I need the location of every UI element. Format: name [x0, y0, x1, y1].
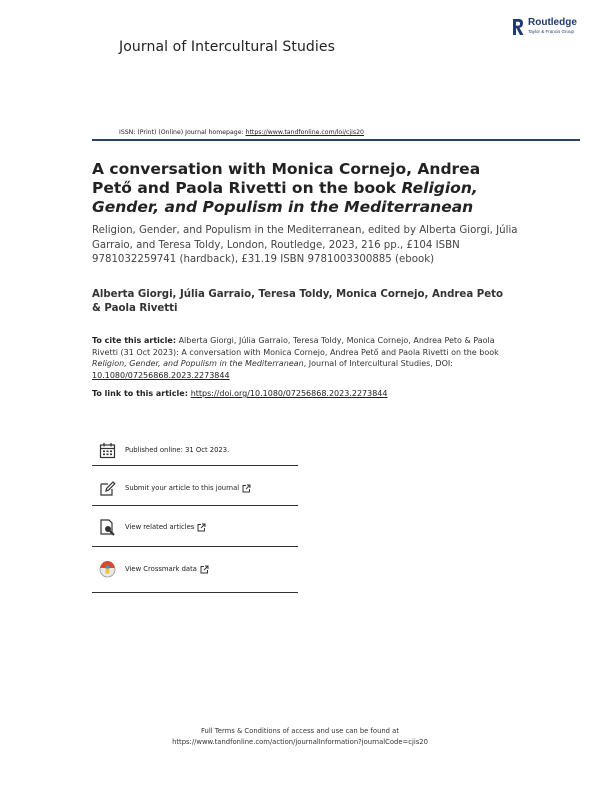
citation-label: To cite this article:	[92, 336, 177, 345]
article-link-label: To link to this article:	[92, 389, 191, 398]
publisher-name: Routledge	[528, 17, 577, 28]
crossmark-link[interactable]: View Crossmark data	[125, 565, 197, 573]
citation-doi-link[interactable]: 10.1080/07256868.2023.2273844	[92, 370, 230, 380]
citation-text: Alberta Giorgi, Júlia Garraio, Teresa Toldy, Monica Cornejo, Andrea Peto & Paola Rivetti (31 Oct 2023): A conversation with Monica Cornejo, Andrea Pető and Paola Rivetti on the book	[92, 336, 499, 357]
article-doi-url[interactable]: https://doi.org/10.1080/07256868.2023.2273844	[190, 389, 388, 398]
book-details: Religion, Gender, and Populism in the Mediterranean, edited by Alberta Giorgi, Júlia Garraio, and Teresa Toldy, London, Routledge, 2023, 216 pp., £104 ISBN 9781032259741 (hardback), £31.19 ISBN 9781003300885 (ebook)	[92, 225, 518, 265]
terms-footer	[0, 726, 600, 748]
article-title-book: Religion, Gender, and Populism in the Mediterranean	[92, 179, 478, 216]
external-link-icon	[197, 523, 206, 532]
related-articles-link[interactable]: View related articles	[125, 523, 195, 531]
publisher-logo[interactable]	[511, 16, 591, 40]
publisher-tagline: Taylor & Francis Group	[528, 29, 575, 34]
citation-book-title: Religion, Gender, and Populism in the Mediterranean	[92, 359, 304, 368]
issn-line	[119, 129, 364, 136]
external-link-icon	[242, 484, 251, 493]
terms-url-link[interactable]: https://www.tandfonline.com/action/journalInformation?journalCode=cjis20	[172, 738, 428, 746]
article-title	[92, 160, 522, 217]
published-row	[92, 433, 298, 466]
crossmark-icon	[98, 560, 116, 578]
crossmark-row[interactable]	[92, 547, 298, 593]
calendar-icon	[98, 441, 116, 459]
article-title-text: A conversation with Monica Cornejo, Andrea Pető and Paola Rivetti on the book	[92, 160, 481, 197]
external-link-icon	[200, 565, 209, 574]
citation-journal: , Journal of Intercultural Studies, DOI:	[303, 359, 453, 368]
author-list: Alberta Giorgi, Júlia Garraio, Teresa Toldy, Monica Cornejo, Andrea Peto & Paola Rivetti	[92, 289, 503, 314]
pencil-edit-icon	[98, 479, 116, 497]
issn-label: ISSN: (Print) (Online) Journal homepage:	[119, 129, 246, 136]
submit-row[interactable]	[92, 466, 298, 506]
related-row[interactable]	[92, 506, 298, 547]
related-articles-icon	[98, 518, 116, 536]
citation-block	[92, 335, 512, 381]
header-rule	[92, 139, 580, 141]
routledge-logo-icon	[511, 17, 525, 37]
journal-homepage-link[interactable]: https://www.tandfonline.com/loi/cjis20	[245, 129, 364, 136]
journal-title: Journal of Intercultural Studies	[119, 39, 335, 55]
terms-text: Full Terms & Conditions of access and use can be found at	[201, 727, 399, 735]
published-date: Published online: 31 Oct 2023.	[125, 446, 230, 454]
submit-article-link[interactable]: Submit your article to this journal	[125, 484, 240, 492]
article-link-line	[92, 389, 512, 398]
